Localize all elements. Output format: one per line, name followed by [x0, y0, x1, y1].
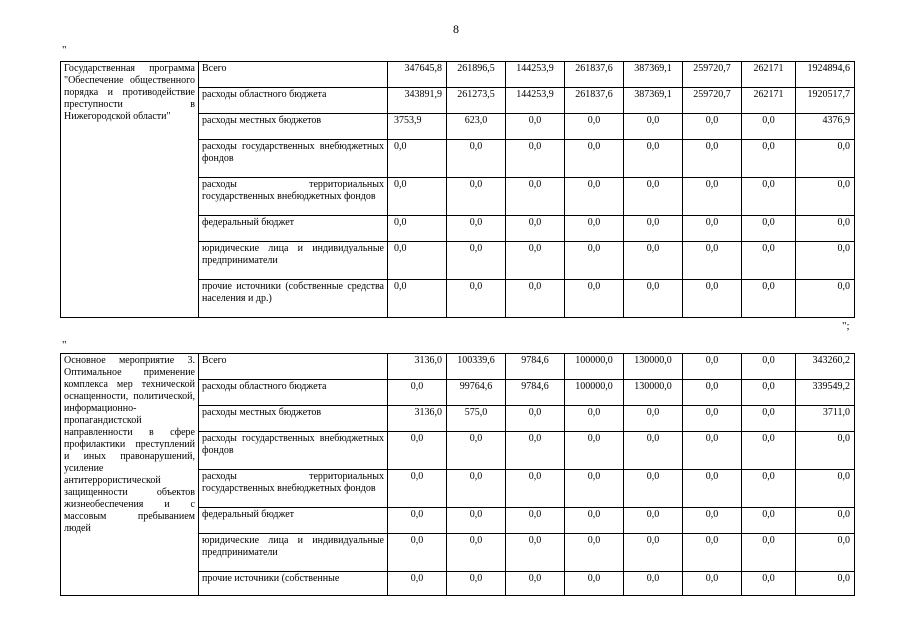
value-cell: 0,0 [388, 140, 447, 178]
value-cell: 0,0 [388, 534, 447, 572]
value-cell: 0,0 [796, 178, 855, 216]
value-cell: 144253,9 [506, 88, 565, 114]
value-cell: 0,0 [565, 406, 624, 432]
value-cell: 262171 [742, 88, 796, 114]
value-cell: 0,0 [506, 178, 565, 216]
value-cell: 0,0 [506, 242, 565, 280]
value-cell: 0,0 [388, 470, 447, 508]
value-cell: 0,0 [742, 572, 796, 596]
program-name-cell: Государственная программа "Обеспечение общественного порядка и противодействие преступности в Нижегородской области" [61, 62, 199, 318]
value-cell: 0,0 [796, 242, 855, 280]
value-cell: 0,0 [796, 572, 855, 596]
value-cell: 0,0 [683, 280, 742, 318]
funding-source-cell: прочие источники (собственные [199, 572, 388, 596]
funding-source-cell: расходы государственных внебюджетных фондов [199, 432, 388, 470]
value-cell: 0,0 [447, 572, 506, 596]
value-cell: 261837,6 [565, 62, 624, 88]
value-cell: 0,0 [742, 178, 796, 216]
funding-source-cell: юридические лица и индивидуальные предприниматели [199, 242, 388, 280]
value-cell: 0,0 [565, 470, 624, 508]
value-cell: 0,0 [447, 280, 506, 318]
value-cell: 0,0 [796, 470, 855, 508]
funding-source-cell: прочие источники (собственные средства населения и др.) [199, 280, 388, 318]
value-cell: 0,0 [388, 380, 447, 406]
value-cell: 9784,6 [506, 354, 565, 380]
value-cell: 343891,9 [388, 88, 447, 114]
table-row [61, 62, 855, 88]
value-cell: 0,0 [506, 406, 565, 432]
value-cell: 130000,0 [624, 380, 683, 406]
value-cell: 0,0 [506, 114, 565, 140]
value-cell: 0,0 [447, 242, 506, 280]
value-cell: 1924894,6 [796, 62, 855, 88]
value-cell: 100000,0 [565, 354, 624, 380]
value-cell: 0,0 [624, 280, 683, 318]
value-cell: 0,0 [683, 354, 742, 380]
value-cell: 0,0 [565, 242, 624, 280]
value-cell: 0,0 [447, 216, 506, 242]
value-cell: 0,0 [624, 178, 683, 216]
funding-source-cell: расходы государственных внебюджетных фондов [199, 140, 388, 178]
measure-budget-table [60, 353, 855, 596]
value-cell: 0,0 [388, 242, 447, 280]
value-cell: 9784,6 [506, 380, 565, 406]
value-cell: 0,0 [447, 140, 506, 178]
value-cell: 0,0 [683, 470, 742, 508]
value-cell: 0,0 [742, 406, 796, 432]
value-cell: 0,0 [624, 508, 683, 534]
value-cell: 4376,9 [796, 114, 855, 140]
value-cell: 0,0 [624, 534, 683, 572]
value-cell: 0,0 [388, 216, 447, 242]
value-cell: 0,0 [565, 534, 624, 572]
value-cell: 0,0 [683, 406, 742, 432]
value-cell: 0,0 [447, 432, 506, 470]
value-cell: 0,0 [506, 140, 565, 178]
value-cell: 0,0 [388, 508, 447, 534]
opening-quote-mark: " [62, 44, 67, 56]
funding-source-cell: Всего [199, 354, 388, 380]
value-cell: 0,0 [388, 432, 447, 470]
value-cell: 0,0 [388, 572, 447, 596]
value-cell: 0,0 [683, 572, 742, 596]
value-cell: 0,0 [624, 114, 683, 140]
value-cell: 0,0 [565, 140, 624, 178]
value-cell: 0,0 [447, 508, 506, 534]
value-cell: 0,0 [624, 432, 683, 470]
value-cell: 0,0 [506, 432, 565, 470]
funding-source-cell: Всего [199, 62, 388, 88]
funding-source-cell: расходы областного бюджета [199, 380, 388, 406]
value-cell: 0,0 [447, 470, 506, 508]
funding-source-cell: расходы областного бюджета [199, 88, 388, 114]
value-cell: 0,0 [506, 216, 565, 242]
value-cell: 347645,8 [388, 62, 447, 88]
value-cell: 100000,0 [565, 380, 624, 406]
value-cell: 0,0 [683, 114, 742, 140]
value-cell: 0,0 [796, 140, 855, 178]
value-cell: 0,0 [796, 216, 855, 242]
value-cell: 0,0 [742, 140, 796, 178]
value-cell: 0,0 [796, 534, 855, 572]
value-cell: 3136,0 [388, 354, 447, 380]
value-cell: 0,0 [742, 216, 796, 242]
value-cell: 0,0 [683, 216, 742, 242]
value-cell: 0,0 [683, 242, 742, 280]
value-cell: 130000,0 [624, 354, 683, 380]
value-cell: 0,0 [742, 380, 796, 406]
value-cell: 1920517,7 [796, 88, 855, 114]
value-cell: 0,0 [447, 178, 506, 216]
value-cell: 3136,0 [388, 406, 447, 432]
funding-source-cell: федеральный бюджет [199, 508, 388, 534]
closing-quote-mark: "; [842, 320, 850, 332]
value-cell: 3711,0 [796, 406, 855, 432]
value-cell: 623,0 [447, 114, 506, 140]
value-cell: 0,0 [506, 280, 565, 318]
value-cell: 259720,7 [683, 88, 742, 114]
value-cell: 0,0 [624, 470, 683, 508]
value-cell: 0,0 [683, 534, 742, 572]
value-cell: 0,0 [565, 178, 624, 216]
value-cell: 100339,6 [447, 354, 506, 380]
value-cell: 261896,5 [447, 62, 506, 88]
value-cell: 3753,9 [388, 114, 447, 140]
value-cell: 0,0 [506, 470, 565, 508]
value-cell: 261837,6 [565, 88, 624, 114]
value-cell: 0,0 [506, 534, 565, 572]
value-cell: 0,0 [388, 280, 447, 318]
funding-source-cell: федеральный бюджет [199, 216, 388, 242]
funding-source-cell: расходы территориальных государственных внебюджетных фондов [199, 470, 388, 508]
value-cell: 0,0 [565, 216, 624, 242]
value-cell: 0,0 [447, 534, 506, 572]
value-cell: 262171 [742, 62, 796, 88]
value-cell: 0,0 [565, 572, 624, 596]
value-cell: 0,0 [388, 178, 447, 216]
value-cell: 144253,9 [506, 62, 565, 88]
value-cell: 0,0 [796, 280, 855, 318]
value-cell: 0,0 [742, 534, 796, 572]
value-cell: 0,0 [742, 508, 796, 534]
funding-source-cell: расходы местных бюджетов [199, 406, 388, 432]
value-cell: 0,0 [683, 140, 742, 178]
value-cell: 0,0 [624, 216, 683, 242]
table-row [61, 354, 855, 380]
value-cell: 0,0 [742, 280, 796, 318]
value-cell: 0,0 [742, 354, 796, 380]
value-cell: 0,0 [742, 114, 796, 140]
value-cell: 0,0 [565, 432, 624, 470]
value-cell: 575,0 [447, 406, 506, 432]
funding-source-cell: расходы территориальных государственных внебюджетных фондов [199, 178, 388, 216]
value-cell: 0,0 [796, 508, 855, 534]
value-cell: 0,0 [624, 572, 683, 596]
value-cell: 0,0 [683, 508, 742, 534]
value-cell: 259720,7 [683, 62, 742, 88]
value-cell: 343260,2 [796, 354, 855, 380]
value-cell: 387369,1 [624, 88, 683, 114]
opening-quote-mark-2: " [62, 339, 67, 351]
funding-source-cell: расходы местных бюджетов [199, 114, 388, 140]
value-cell: 0,0 [796, 432, 855, 470]
value-cell: 0,0 [742, 470, 796, 508]
value-cell: 339549,2 [796, 380, 855, 406]
value-cell: 261273,5 [447, 88, 506, 114]
value-cell: 0,0 [742, 242, 796, 280]
program-budget-table [60, 61, 855, 318]
value-cell: 0,0 [565, 280, 624, 318]
funding-source-cell: юридические лица и индивидуальные предприниматели [199, 534, 388, 572]
value-cell: 387369,1 [624, 62, 683, 88]
page-number: 8 [453, 22, 459, 36]
value-cell: 0,0 [565, 114, 624, 140]
value-cell: 0,0 [624, 140, 683, 178]
value-cell: 0,0 [624, 406, 683, 432]
value-cell: 0,0 [506, 572, 565, 596]
value-cell: 0,0 [565, 508, 624, 534]
value-cell: 0,0 [624, 242, 683, 280]
value-cell: 0,0 [683, 178, 742, 216]
value-cell: 0,0 [683, 432, 742, 470]
value-cell: 0,0 [683, 380, 742, 406]
value-cell: 99764,6 [447, 380, 506, 406]
program-name-cell: Основное мероприятие 3. Оптимальное применение комплекса мер технической оснащенности, политической, информационно-пропагандистской направленности в сфере профилактики преступлений и иных правонарушений, усиление антитеррористической защищенности объектов жизнеобеспечения и с массовым пребыванием людей [61, 354, 199, 596]
value-cell: 0,0 [506, 508, 565, 534]
value-cell: 0,0 [742, 432, 796, 470]
